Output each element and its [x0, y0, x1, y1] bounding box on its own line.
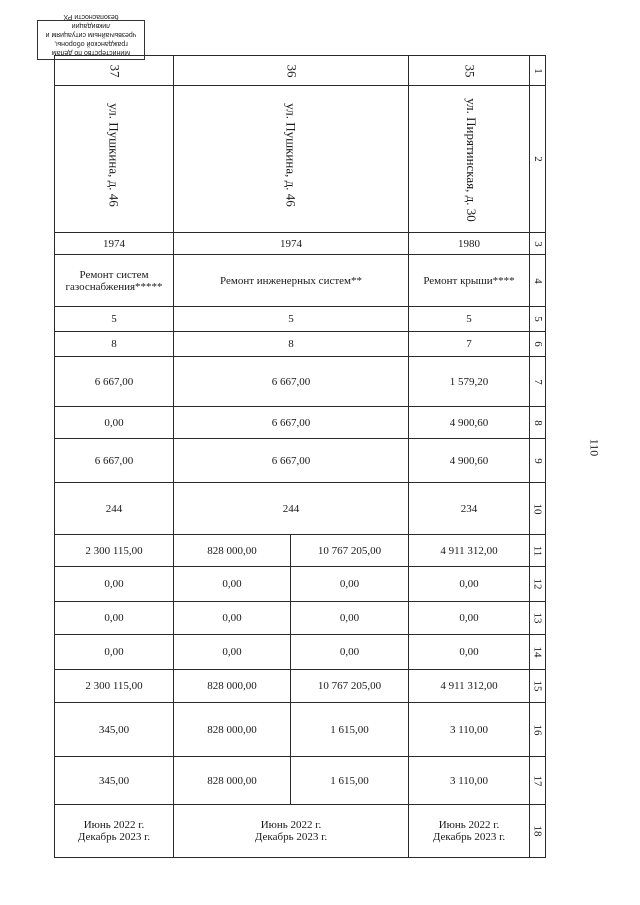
- table-row: [55, 86, 546, 233]
- cell-r16-36a: 828 000,00: [174, 703, 291, 757]
- table-row: [55, 670, 546, 703]
- cell-r9-37: 6 667,00: [55, 439, 174, 483]
- stamp-line: чрезвычайным ситуациям и ликвидации: [45, 22, 137, 38]
- table-row: [55, 535, 546, 567]
- row-number: 4: [530, 255, 546, 307]
- period-end: Декабрь 2023 г.: [254, 831, 328, 843]
- cell-r15-37: 2 300 115,00: [55, 670, 174, 703]
- cell-r15-36a: 828 000,00: [174, 670, 291, 703]
- period-end: Декабрь 2023 г.: [432, 831, 506, 843]
- cell-row-num-37: 37: [55, 56, 174, 86]
- cell-r17-36b: 1 615,00: [291, 757, 409, 805]
- cell-address-37: ул. Пушкина, д. 46: [55, 86, 174, 233]
- table-row: [55, 56, 546, 86]
- cell-r12-35: 0,00: [409, 567, 530, 602]
- table-row: [55, 602, 546, 635]
- cell-address-35: ул. Пирятинская, д. 30: [409, 86, 530, 233]
- period-start: Июнь 2022 г.: [83, 819, 145, 831]
- cell-r7-35: 1 579,20: [409, 357, 530, 407]
- row-number: 14: [530, 635, 546, 670]
- cell-r14-35: 0,00: [409, 635, 530, 670]
- cell-r16-37: 345,00: [55, 703, 174, 757]
- period-start: Июнь 2022 г.: [260, 819, 322, 831]
- repair-schedule-table: [54, 55, 546, 858]
- row-number: 16: [530, 703, 546, 757]
- period-end: Декабрь 2023 г.: [77, 831, 151, 843]
- cell-r6-36: 8: [174, 332, 409, 357]
- cell-r10-36: 244: [174, 483, 409, 535]
- table-row: [55, 307, 546, 332]
- cell-r15-36b: 10 767 205,00: [291, 670, 409, 703]
- table-row: [55, 233, 546, 255]
- row-number: 2: [530, 86, 546, 233]
- cell-r12-37: 0,00: [55, 567, 174, 602]
- cell-r18-35: [409, 805, 530, 858]
- table-row: [55, 635, 546, 670]
- cell-r6-35: 7: [409, 332, 530, 357]
- cell-r14-36a: 0,00: [174, 635, 291, 670]
- cell-r17-35: 3 110,00: [409, 757, 530, 805]
- cell-r11-37: 2 300 115,00: [55, 535, 174, 567]
- table-row: [55, 805, 546, 858]
- cell-r11-36b: 10 767 205,00: [291, 535, 409, 567]
- cell-r7-37: 6 667,00: [55, 357, 174, 407]
- cell-r5-35: 5: [409, 307, 530, 332]
- row-number: 1: [530, 56, 546, 86]
- table-row: [55, 332, 546, 357]
- row-number: 13: [530, 602, 546, 635]
- cell-r14-36b: 0,00: [291, 635, 409, 670]
- page-number: 110: [587, 438, 602, 457]
- row-number: 12: [530, 567, 546, 602]
- stamp-line: Министерство по делам: [51, 49, 131, 56]
- cell-r7-36: 6 667,00: [174, 357, 409, 407]
- table-row: [55, 439, 546, 483]
- cell-r10-37: 244: [55, 483, 174, 535]
- cell-r13-35: 0,00: [409, 602, 530, 635]
- cell-r17-36a: 828 000,00: [174, 757, 291, 805]
- cell-r5-36: 5: [174, 307, 409, 332]
- table-row: [55, 357, 546, 407]
- cell-r14-37: 0,00: [55, 635, 174, 670]
- cell-r18-36: [174, 805, 409, 858]
- cell-r12-36b: 0,00: [291, 567, 409, 602]
- table-row: [55, 757, 546, 805]
- row-number: 3: [530, 233, 546, 255]
- cell-r5-37: 5: [55, 307, 174, 332]
- table-row: [55, 483, 546, 535]
- table-row: [55, 567, 546, 602]
- stamp-line: гражданской обороны,: [54, 40, 128, 47]
- stamp-line: безопасности РХ: [63, 13, 119, 20]
- cell-r15-35: 4 911 312,00: [409, 670, 530, 703]
- cell-work-36: Ремонт инженерных систем**: [174, 255, 409, 307]
- table-row: [55, 407, 546, 439]
- row-number: 6: [530, 332, 546, 357]
- cell-year-35: 1980: [409, 233, 530, 255]
- row-number: 7: [530, 357, 546, 407]
- cell-r16-36b: 1 615,00: [291, 703, 409, 757]
- official-stamp: [37, 13, 145, 60]
- table-row: [55, 255, 546, 307]
- row-number: 8: [530, 407, 546, 439]
- cell-r13-37: 0,00: [55, 602, 174, 635]
- cell-year-36: 1974: [174, 233, 409, 255]
- cell-row-num-35: 35: [409, 56, 530, 86]
- table-row: [55, 703, 546, 757]
- row-number: 11: [530, 535, 546, 567]
- cell-r17-37: 345,00: [55, 757, 174, 805]
- row-number: 5: [530, 307, 546, 332]
- row-number: 15: [530, 670, 546, 703]
- cell-r6-37: 8: [55, 332, 174, 357]
- cell-r13-36b: 0,00: [291, 602, 409, 635]
- cell-address-36: ул. Пушкина, д. 46: [174, 86, 409, 233]
- cell-r10-35: 234: [409, 483, 530, 535]
- cell-r12-36a: 0,00: [174, 567, 291, 602]
- cell-r11-36a: 828 000,00: [174, 535, 291, 567]
- cell-r8-35: 4 900,60: [409, 407, 530, 439]
- cell-r11-35: 4 911 312,00: [409, 535, 530, 567]
- row-number: 10: [530, 483, 546, 535]
- row-number: 17: [530, 757, 546, 805]
- row-number: 18: [530, 805, 546, 858]
- cell-r16-35: 3 110,00: [409, 703, 530, 757]
- cell-r9-36: 6 667,00: [174, 439, 409, 483]
- cell-r18-37: [55, 805, 174, 858]
- cell-r8-36: 6 667,00: [174, 407, 409, 439]
- cell-r8-37: 0,00: [55, 407, 174, 439]
- cell-r13-36a: 0,00: [174, 602, 291, 635]
- cell-work-35: Ремонт крыши****: [409, 255, 530, 307]
- cell-row-num-36: 36: [174, 56, 409, 86]
- row-number: 9: [530, 439, 546, 483]
- cell-year-37: 1974: [55, 233, 174, 255]
- period-start: Июнь 2022 г.: [438, 819, 500, 831]
- cell-r9-35: 4 900,60: [409, 439, 530, 483]
- cell-work-37: Ремонт систем газоснабжения*****: [55, 255, 174, 307]
